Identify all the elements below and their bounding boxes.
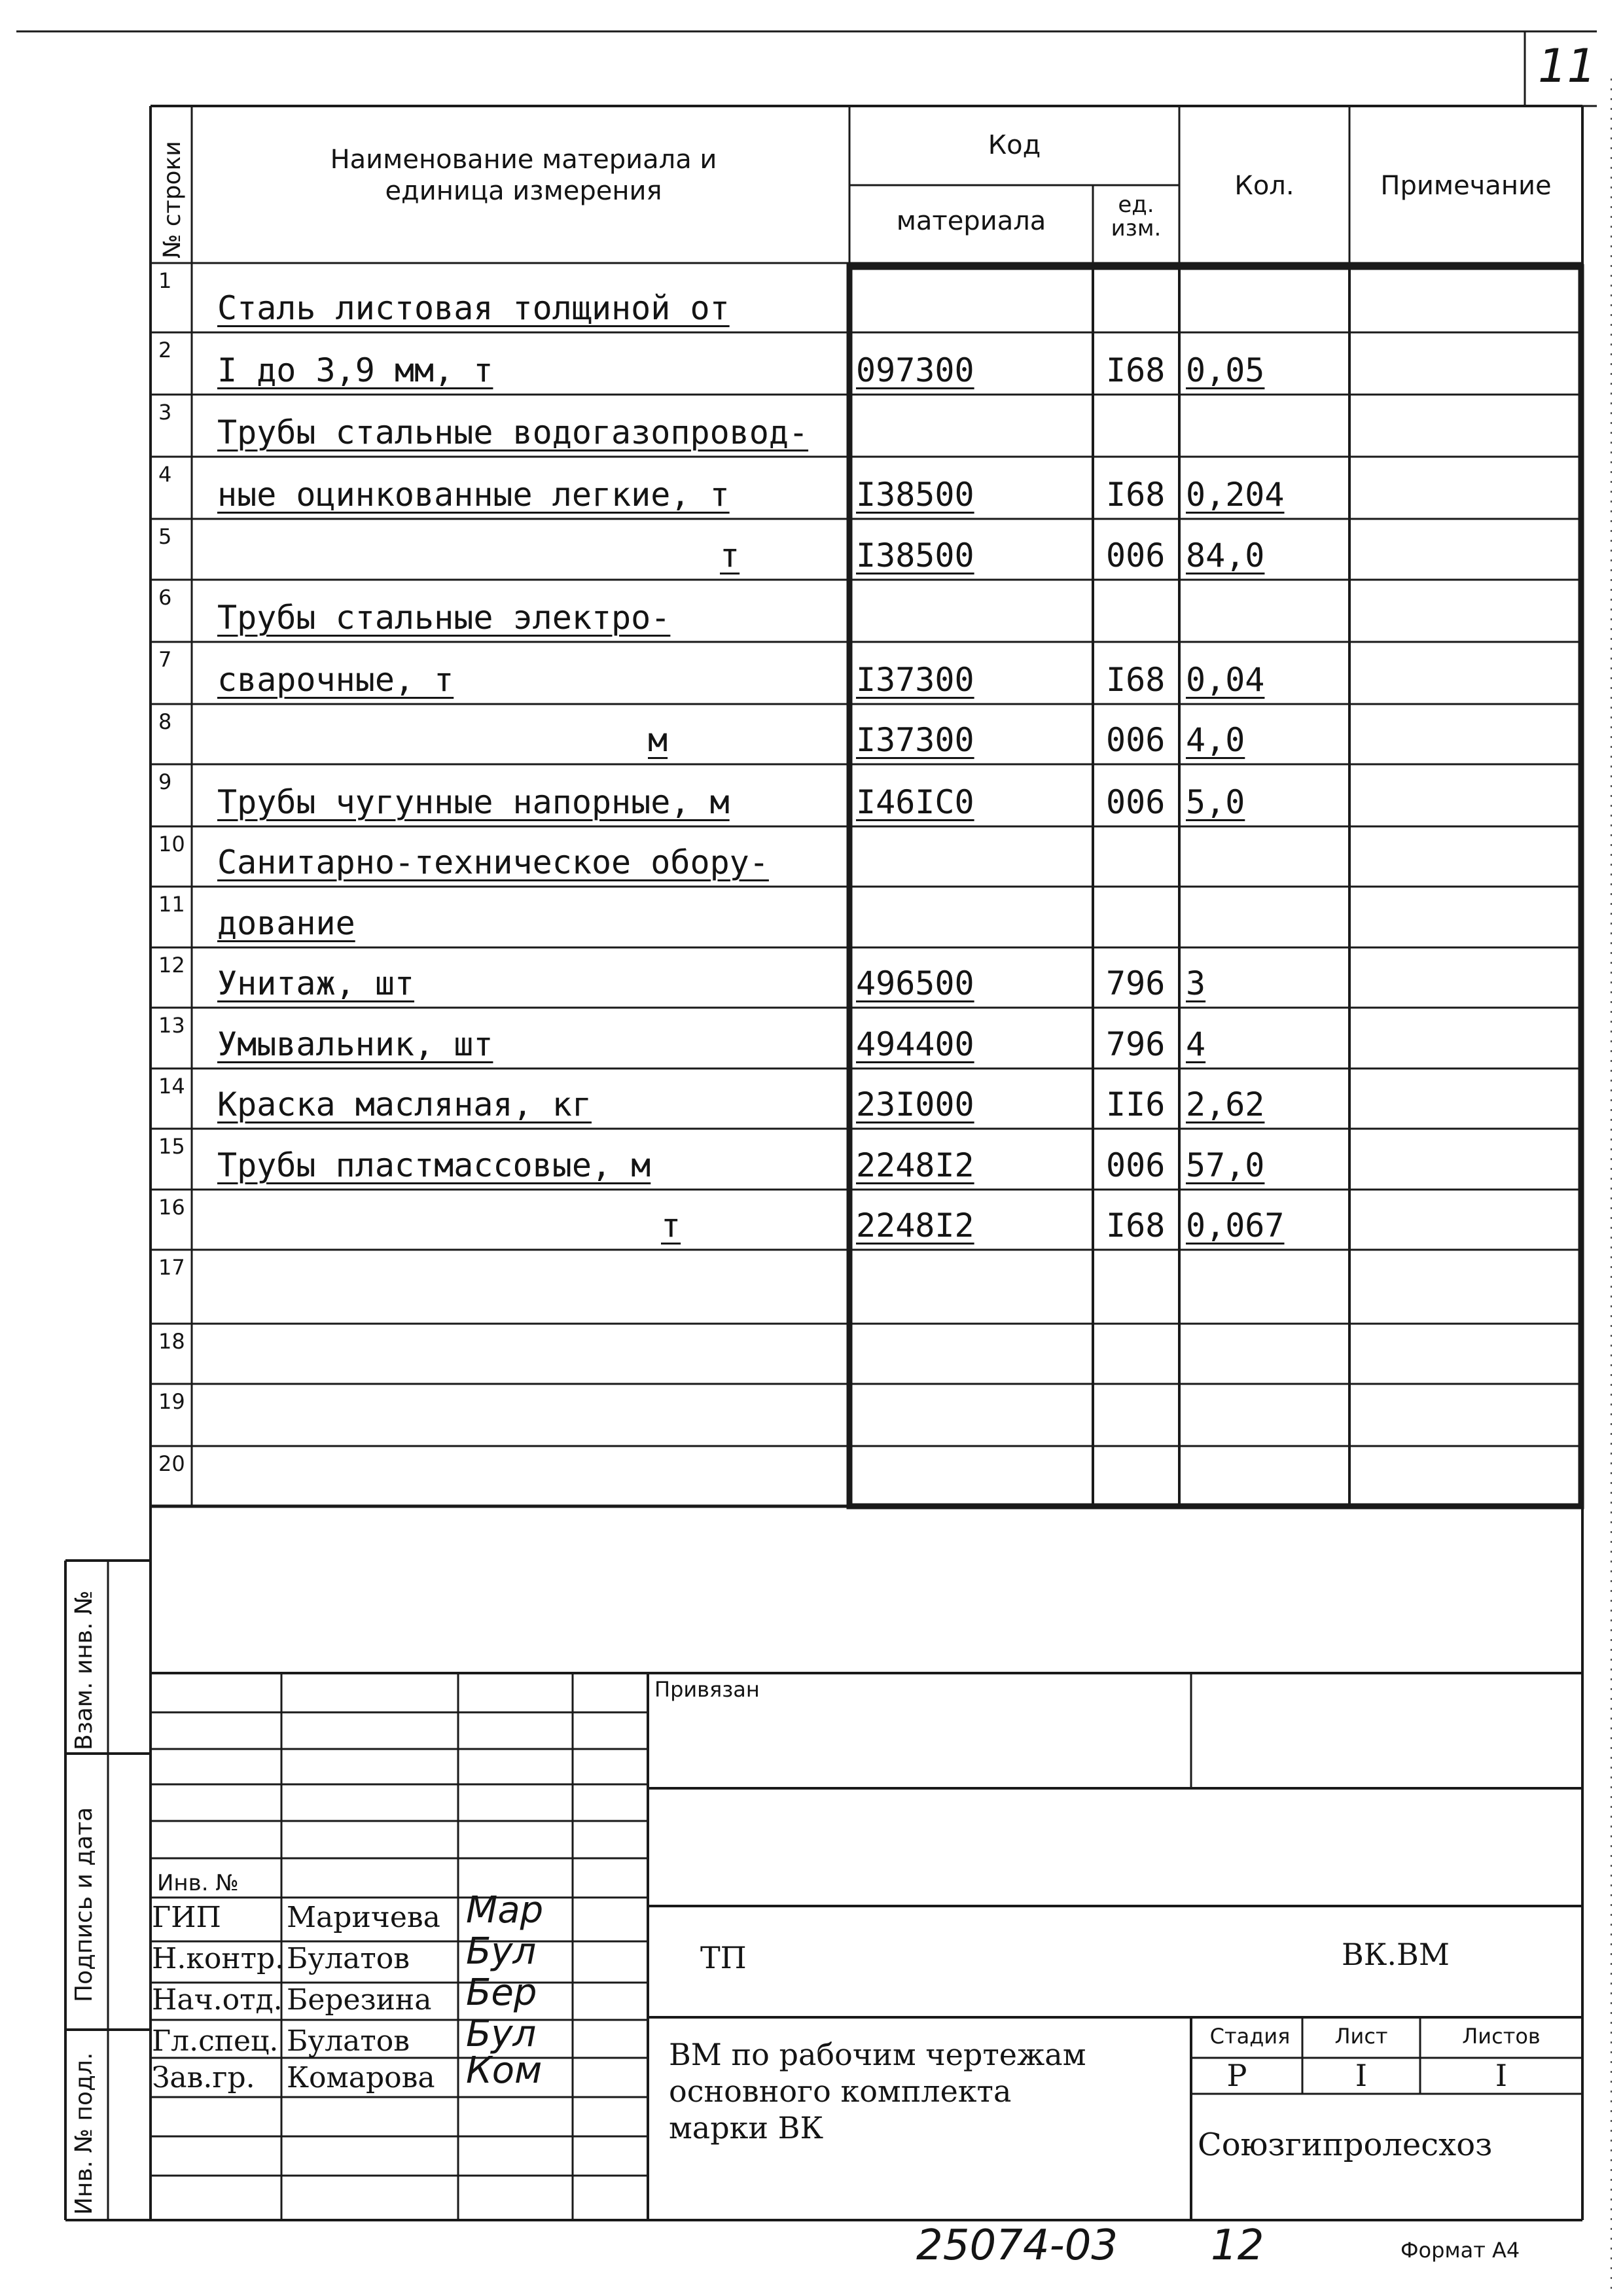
row-quantity: 0,204 [1186, 476, 1285, 514]
signature-role: Гл.спец. [152, 2024, 279, 2058]
row-number: 6 [158, 585, 172, 610]
row-unit-code: I68 [1106, 661, 1166, 699]
row-material-name: Санитарно-техническое обору- [217, 843, 769, 881]
row-material-name: Краска масляная, кг [217, 1086, 592, 1123]
handwritten-signature: Мар [466, 1889, 544, 1932]
sheet-label: Лист [1334, 2024, 1388, 2049]
stage-value: Р [1226, 2058, 1247, 2093]
row-unit-code: II6 [1106, 1086, 1166, 1123]
row-material-name: ные оцинкованные легкие, т [217, 476, 730, 514]
row-material-name: т [661, 1207, 681, 1245]
row-quantity: 4,0 [1186, 721, 1245, 759]
row-quantity: 84,0 [1186, 537, 1265, 574]
document-code: ВК.ВМ [1342, 1937, 1450, 1972]
inv-no-label: Инв. № [157, 1870, 239, 1896]
row-unit-code: 006 [1106, 537, 1166, 574]
row-material-name: Унитаж, шт [217, 964, 415, 1002]
row-unit-code: I68 [1106, 476, 1166, 514]
row-quantity: 4 [1186, 1025, 1206, 1063]
row-material-code: 2248I2 [856, 1207, 974, 1245]
handwritten-signature: Бул [466, 1930, 537, 1973]
row-unit-code: I68 [1106, 351, 1166, 389]
row-unit-code: 006 [1106, 721, 1166, 759]
row-material-name: I до 3,9 мм, т [217, 351, 493, 389]
header-quantity: Кол. [1234, 171, 1294, 201]
header-material-code: материала [896, 206, 1046, 236]
header-material-name: Наименование материала и единица измерения [330, 145, 717, 206]
side-label-sign-date: Подпись и дата [71, 1807, 98, 2002]
row-number: 9 [158, 769, 172, 794]
side-label-inv-podl: Инв. № подл. [71, 2052, 98, 2215]
row-unit-code: 796 [1106, 1025, 1166, 1063]
row-number: 16 [158, 1195, 185, 1220]
row-quantity: 2,62 [1186, 1086, 1265, 1123]
handwritten-document-code: 25074-03 [916, 2221, 1118, 2270]
row-material-code: I38500 [856, 476, 974, 514]
organization: Союзгипролесхоз [1198, 2127, 1493, 2163]
row-quantity: 0,067 [1186, 1207, 1285, 1245]
row-material-code: 496500 [856, 964, 974, 1002]
header-note: Примечание [1380, 171, 1552, 201]
row-quantity: 0,04 [1186, 661, 1265, 699]
handwritten-signature: Бер [466, 1971, 537, 2014]
row-number: 5 [158, 524, 172, 549]
header-code: Код [988, 130, 1041, 160]
row-number: 4 [158, 462, 172, 487]
handwritten-signature: Ком [466, 2049, 543, 2092]
sheet-value: I [1355, 2058, 1368, 2093]
row-number: 19 [158, 1389, 185, 1414]
row-material-code: I37300 [856, 661, 974, 699]
row-material-code: I37300 [856, 721, 974, 759]
row-number: 8 [158, 709, 172, 734]
description-line-1: ВМ по рабочим чертежам [669, 2037, 1086, 2072]
row-material-name: Трубы чугунные напорные, м [217, 783, 730, 821]
sheet-number-handwritten: 11 [1538, 39, 1597, 93]
row-material-name: Трубы стальные электро- [217, 599, 671, 637]
signature-name: Маричева [287, 1901, 440, 1934]
row-quantity: 0,05 [1186, 351, 1265, 389]
row-unit-code: 006 [1106, 783, 1166, 821]
handwritten-page-number: 12 [1211, 2221, 1264, 2270]
signature-role: Н.контр. [152, 1942, 285, 1975]
row-quantity: 5,0 [1186, 783, 1245, 821]
row-material-code: 494400 [856, 1025, 974, 1063]
signature-name: Булатов [287, 2024, 410, 2058]
paper-format: Формат А4 [1400, 2238, 1520, 2263]
row-unit-code: 796 [1106, 964, 1166, 1002]
row-unit-code: 006 [1106, 1146, 1166, 1184]
sheets-label: Листов [1462, 2024, 1541, 2049]
signature-role: Нач.отд. [152, 1983, 283, 2017]
signature-role: Зав.гр. [152, 2061, 255, 2094]
row-material-name: Трубы пластмассовые, м [217, 1146, 651, 1184]
row-number: 14 [158, 1074, 185, 1099]
tp-label: ТП [700, 1940, 747, 1975]
row-material-name: Трубы стальные водогазопровод- [217, 414, 809, 451]
row-material-code: 2248I2 [856, 1146, 974, 1184]
row-unit-code: I68 [1106, 1207, 1166, 1245]
row-material-name: дование [217, 904, 355, 942]
signature-name: Комарова [287, 2061, 435, 2094]
stage-label: Стадия [1209, 2024, 1291, 2049]
sheets-value: I [1495, 2058, 1508, 2093]
row-number: 13 [158, 1013, 185, 1038]
row-material-code: 097300 [856, 351, 974, 389]
row-number: 7 [158, 647, 172, 672]
row-number: 15 [158, 1134, 185, 1159]
row-material-code: I46IC0 [856, 783, 974, 821]
signature-role: ГИП [152, 1901, 221, 1934]
row-number: 10 [158, 832, 185, 857]
row-material-code: I38500 [856, 537, 974, 574]
description-line-3: марки ВК [669, 2110, 824, 2146]
row-material-name: м [648, 721, 668, 759]
row-number: 3 [158, 400, 172, 425]
signature-name: Березина [287, 1983, 432, 2017]
row-material-name: Сталь листовая толщиной от [217, 289, 730, 327]
row-number: 12 [158, 953, 185, 978]
document-description [669, 2036, 1086, 2146]
description-line-2: основного комплекта [669, 2074, 1012, 2109]
row-number: 17 [158, 1255, 185, 1280]
row-material-name: сварочные, т [217, 661, 454, 699]
row-number: 1 [158, 268, 172, 293]
header-row-number: № строки [159, 141, 186, 258]
signature-name: Булатов [287, 1942, 410, 1975]
handwritten-signature: Бул [466, 2013, 537, 2055]
row-quantity: 3 [1186, 964, 1206, 1002]
side-label-inv-zam: Взам. инв. № [71, 1590, 98, 1750]
row-material-name: т [720, 537, 740, 574]
row-number: 11 [158, 892, 185, 917]
privyazan-label: Привязан [654, 1677, 760, 1702]
row-material-name: Умывальник, шт [217, 1025, 493, 1063]
row-quantity: 57,0 [1186, 1146, 1265, 1184]
row-number: 20 [158, 1451, 185, 1476]
row-number: 2 [158, 338, 172, 362]
row-number: 18 [158, 1329, 185, 1354]
header-unit: ед. изм. [1111, 192, 1162, 241]
row-material-code: 23I000 [856, 1086, 974, 1123]
